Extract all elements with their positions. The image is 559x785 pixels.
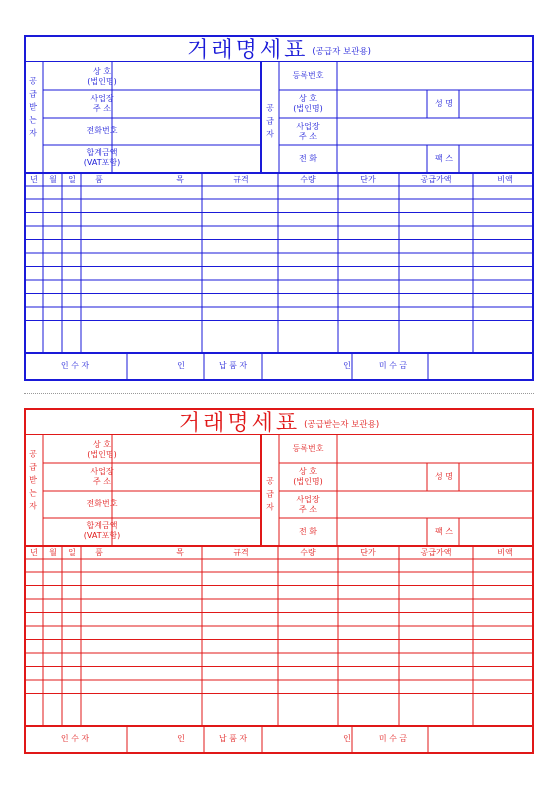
col-note: 비액 [497,175,513,184]
col-unit-price: 단가 [360,548,376,557]
col-item-2: 목 [176,548,184,557]
supplier-phone-label: 전 화 [299,154,317,163]
col-month: 월 [49,175,57,184]
receiver-phone-label: 전화번호 [86,499,118,508]
supplier-reg-no-label: 등록번호 [292,444,324,453]
col-spec: 규격 [233,175,249,184]
col-year: 년 [30,548,38,557]
supplier-section-label: 공급자 [266,103,274,139]
form-title: 거래명세표 [178,410,301,436]
footer-unpaid-label: 미 수 금 [378,734,408,743]
col-spec: 규격 [233,548,249,557]
footer-seal-2: 인 [343,734,351,743]
footer-seal-1: 인 [177,361,185,370]
receiver-phone-label: 전화번호 [86,126,118,135]
col-qty: 수량 [300,175,316,184]
supplier-name-label: 성 명 [435,472,453,481]
footer-seal-1: 인 [177,734,185,743]
col-item-1: 품 [95,548,103,557]
supplier-fax-label: 팩 스 [435,154,453,163]
footer-unpaid-label: 미 수 금 [378,361,408,370]
col-note: 비액 [497,548,513,557]
supplier-reg-no-label: 등록번호 [292,71,324,80]
col-supply-amount: 공급가액 [420,548,452,557]
col-supply-amount: 공급가액 [420,175,452,184]
col-item-2: 목 [176,175,184,184]
col-day: 일 [68,175,76,184]
footer-seal-2: 인 [343,361,351,370]
supplier-name-label: 성 명 [435,99,453,108]
receiver-address-label: 사업장 주 소 [90,94,114,113]
col-day: 일 [68,548,76,557]
cut-line [24,393,534,394]
form-subtitle: (공급자 보관용) [312,47,371,57]
receiver-section-label: 공급받는자 [29,76,37,138]
receiver-address-label: 사업장 주 소 [90,467,114,486]
supplier-fax-label: 팩 스 [435,527,453,536]
col-month: 월 [49,548,57,557]
supplier-section-label: 공급자 [266,476,274,512]
invoice-form-supplier-copy [24,35,534,381]
receiver-total-label: 합계금액 (VAT포함) [83,521,121,540]
receiver-section-label: 공급받는자 [29,449,37,511]
footer-receiver-label: 인 수 자 [60,734,90,743]
col-year: 년 [30,175,38,184]
receiver-total-label: 합계금액 (VAT포함) [83,148,121,167]
col-item-1: 품 [95,175,103,184]
invoice-form-receiver-copy [24,408,534,754]
footer-deliverer-label: 납 품 자 [218,361,248,370]
supplier-company-label: 상 호 (법인명) [293,94,323,113]
footer-receiver-label: 인 수 자 [60,361,90,370]
form-title: 거래명세표 [187,37,309,63]
supplier-address-label: 사업장 주 소 [296,122,320,141]
footer-deliverer-label: 납 품 자 [218,734,248,743]
supplier-company-label: 상 호 (법인명) [293,467,323,486]
col-unit-price: 단가 [360,175,376,184]
col-qty: 수량 [300,548,316,557]
form-subtitle: (공급받는자 보관용) [304,420,380,430]
supplier-address-label: 사업장 주 소 [296,495,320,514]
supplier-phone-label: 전 화 [299,527,317,536]
receiver-company-label: 상 호 (법인명) [87,440,117,459]
receiver-company-label: 상 호 (법인명) [87,67,117,86]
